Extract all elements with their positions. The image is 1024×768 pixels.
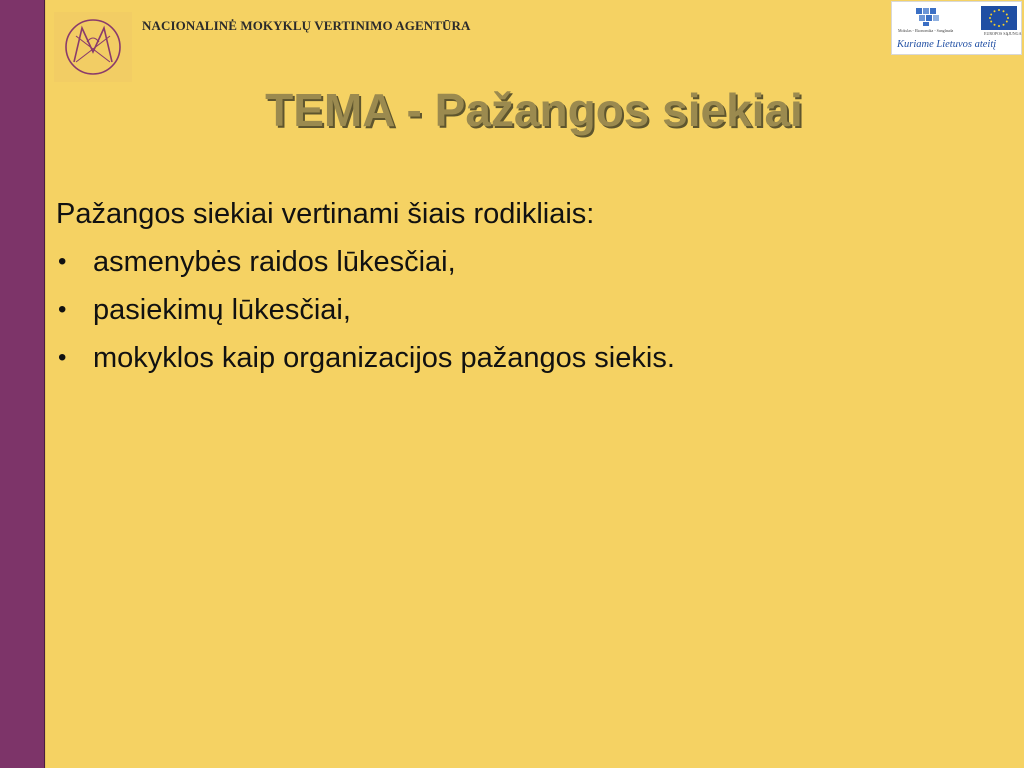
intro-text: Pažangos siekiai vertinami šiais rodikliais: xyxy=(56,198,595,230)
bullet-text: mokyklos kaip organizacijos pažangos siekis. xyxy=(93,342,675,374)
bullet-icon: • xyxy=(58,248,67,275)
list-item xyxy=(56,334,956,382)
nmva-monogram-icon xyxy=(54,12,132,82)
eu-flag-icon xyxy=(981,6,1017,30)
bullet-icon: • xyxy=(58,344,67,371)
bullet-text: pasiekimų lūkesčiai, xyxy=(93,294,351,326)
eu-partner-text: Mokslas - Ekonomika - Sanglauda xyxy=(898,28,954,33)
slide-title: TEMA - Pažangos siekiai xyxy=(265,84,803,136)
agency-logo xyxy=(54,12,132,82)
eu-slogan: Kuriame Lietuvos ateitį xyxy=(897,39,997,50)
agency-name: NACIONALINĖ MOKYKLŲ VERTINIMO AGENTŪRA xyxy=(142,18,471,33)
eu-flag-text: EUROPOS SĄJUNGA xyxy=(984,31,1022,36)
eu-funding-logo xyxy=(891,1,1022,55)
bullet-list xyxy=(56,238,956,382)
bullet-icon: • xyxy=(58,296,67,323)
bullet-text: asmenybės raidos lūkesčiai, xyxy=(93,246,456,278)
sidebar-accent-bar xyxy=(0,0,45,768)
list-item xyxy=(56,286,956,334)
list-item xyxy=(56,238,956,286)
slide-body xyxy=(56,190,956,382)
